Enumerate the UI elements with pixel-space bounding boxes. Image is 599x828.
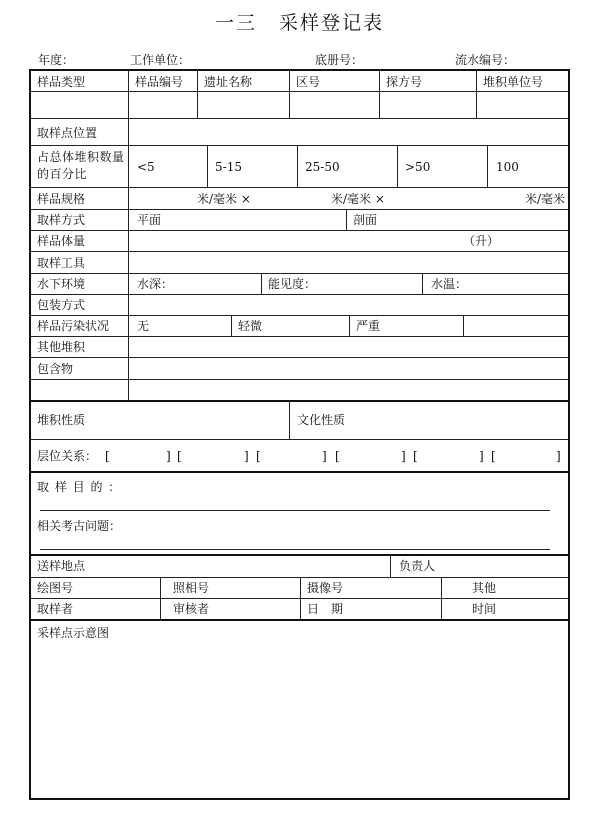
deposit-unit-no-field[interactable] [477, 92, 568, 117]
register-no-label: 底册号： [315, 53, 364, 67]
spec-part-1: 米/毫米 × [197, 192, 251, 206]
archaeology-question-label: 相关考古问题： [37, 519, 122, 533]
stratigraphy-bracket-5-open: [ [413, 449, 418, 463]
method-section[interactable]: 剖面 [353, 213, 378, 227]
stratigraphy-bracket-3-close: ] [322, 449, 327, 463]
other-label: 其他 [472, 581, 497, 595]
contamination-none[interactable]: 无 [137, 319, 150, 333]
sample-type-header: 样品类型 [37, 75, 86, 89]
reviewer-label: 审核者 [173, 602, 210, 616]
sample-type-field[interactable] [31, 92, 127, 117]
photo-no-label: 照相号 [173, 581, 210, 595]
sample-no-field[interactable] [129, 92, 196, 117]
stratigraphy-bracket-1-open: [ [105, 449, 110, 463]
area-no-header: 区号 [296, 75, 321, 89]
sketch-label: 采样点示意图 [37, 626, 110, 640]
year-label: 年度： [38, 53, 75, 67]
stratigraphy-bracket-1-close: ] [166, 449, 171, 463]
water-temp-label: 水温： [431, 277, 468, 291]
location-label: 取样点位置 [37, 126, 98, 140]
stratigraphy-bracket-2-close: ] [244, 449, 249, 463]
video-no-label: 摄像号 [307, 581, 344, 595]
spec-part-3: 米/毫米 [525, 192, 566, 206]
deposit-unit-no-header: 堆积单位号 [483, 75, 544, 89]
deposit-nature-label: 堆积性质 [37, 413, 86, 427]
packaging-label: 包装方式 [37, 298, 86, 312]
area-no-field[interactable] [290, 92, 378, 117]
stratigraphy-bracket-4-close: ] [401, 449, 406, 463]
inclusions-label: 包含物 [37, 362, 74, 376]
sampler-label: 取样者 [37, 602, 74, 616]
work-unit-label: 工作单位： [130, 53, 191, 67]
percent-option-gt50[interactable]: >50 [405, 160, 431, 174]
volume-unit: （升） [463, 234, 500, 248]
sampling-form [29, 69, 570, 800]
pit-no-header: 探方号 [386, 75, 423, 89]
send-location-label: 送样地点 [37, 559, 86, 573]
pit-no-field[interactable] [380, 92, 475, 117]
percent-option-lt5[interactable]: <5 [137, 160, 155, 174]
location-field[interactable] [129, 119, 568, 144]
contamination-light[interactable]: 轻微 [238, 319, 263, 333]
stratigraphy-bracket-6-open: [ [491, 449, 496, 463]
time-label: 时间 [472, 602, 497, 616]
tool-label: 取样工具 [37, 256, 86, 270]
other-deposit-label: 其他堆积 [37, 340, 86, 354]
culture-nature-label: 文化性质 [297, 413, 346, 427]
responsible-label: 负责人 [399, 559, 436, 573]
percent-option-25-50[interactable]: 25-50 [305, 160, 340, 174]
spec-part-2: 米/毫米 × [331, 192, 385, 206]
page-title: 一三 采样登记表 [214, 12, 385, 34]
sample-no-header: 样品编号 [135, 75, 184, 89]
volume-label: 样品体量 [37, 234, 86, 248]
stratigraphy-label: 层位关系： [37, 449, 98, 463]
site-name-field[interactable] [198, 92, 288, 117]
site-name-header: 遗址名称 [204, 75, 253, 89]
inclusions-field[interactable] [129, 358, 568, 378]
stratigraphy-bracket-4-open: [ [335, 449, 340, 463]
contamination-severe[interactable]: 严重 [356, 319, 381, 333]
packaging-field[interactable] [129, 295, 568, 314]
percent-option-100[interactable]: 100 [496, 160, 519, 174]
visibility-label: 能见度： [268, 277, 317, 291]
percent-option-5-15[interactable]: 5-15 [215, 160, 242, 174]
method-label: 取样方式 [37, 213, 86, 227]
contamination-label: 样品污染状况 [37, 319, 110, 333]
spec-label: 样品规格 [37, 192, 86, 206]
stratigraphy-bracket-2-open: [ [177, 449, 182, 463]
tool-field[interactable] [129, 252, 568, 272]
stratigraphy-bracket-5-close: ] [479, 449, 484, 463]
stratigraphy-bracket-3-open: [ [256, 449, 261, 463]
stratigraphy-bracket-6-close: ] [556, 449, 561, 463]
water-depth-label: 水深： [137, 277, 174, 291]
underwater-label: 水下环境 [37, 277, 86, 291]
method-plane[interactable]: 平面 [137, 213, 162, 227]
sketch-area[interactable] [31, 643, 568, 798]
other-deposit-field[interactable] [129, 337, 568, 356]
purpose-label: 取 样 目 的 ： [37, 480, 122, 494]
date-label: 日 期 [307, 602, 344, 616]
drawing-no-label: 绘图号 [37, 581, 74, 595]
serial-no-label: 流水编号： [455, 53, 516, 67]
percent-label: 占总体堆积数量的百分比 [37, 150, 125, 181]
